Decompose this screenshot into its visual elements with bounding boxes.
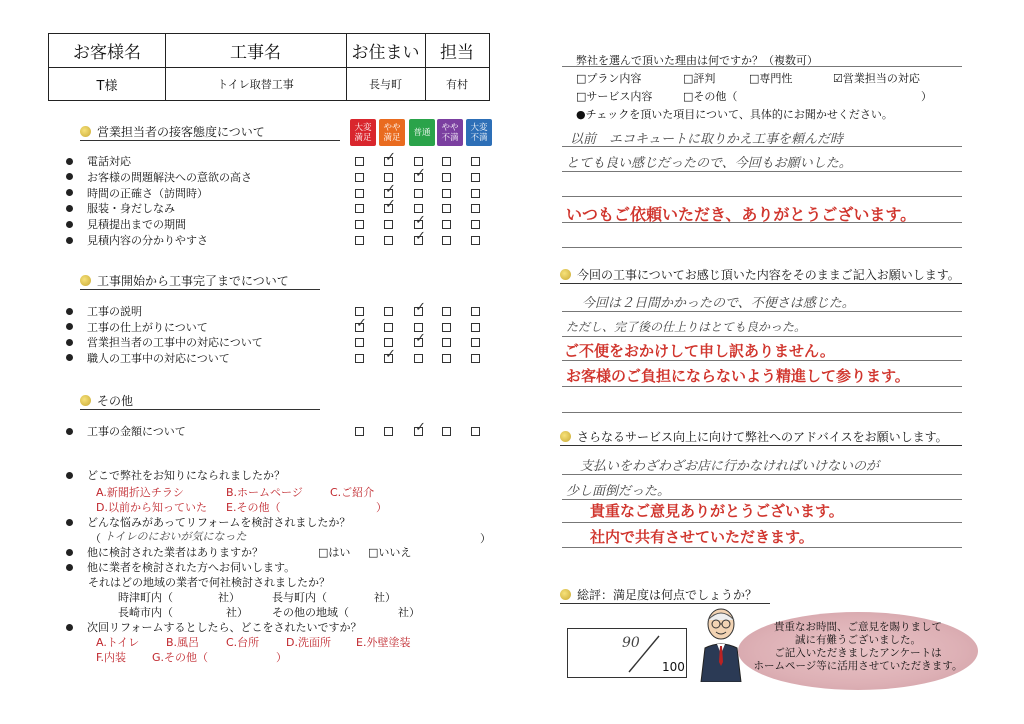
header-staff-label: 担当 <box>440 43 474 63</box>
question-other-contractors: 他に検討された業者はありますか？ <box>66 544 263 560</box>
option-other-close: ） <box>376 501 387 514</box>
attitude-checkbox[interactable] <box>355 157 364 166</box>
option-other[interactable]: G.その他（ <box>152 651 209 664</box>
other-checkbox[interactable] <box>384 427 393 436</box>
thanks-line-4: ホームページ等に活用させていただきます。 <box>753 660 963 672</box>
option-homepage[interactable]: B.ホームページ <box>226 486 303 499</box>
construction-checkbox[interactable] <box>355 307 364 316</box>
construction-checkbox[interactable] <box>442 307 451 316</box>
option-referral[interactable]: C.ご紹介 <box>330 486 375 499</box>
attitude-item-label: お客様の問題解決への意欲の高さ <box>87 170 252 184</box>
check-mark-icon: ✓ <box>415 331 426 346</box>
score-question: 総評：満足度は何点でしょうか？ <box>577 588 758 602</box>
other-item <box>66 424 186 438</box>
section-construction <box>80 272 320 290</box>
other-checkbox[interactable] <box>355 427 364 436</box>
attitude-checkbox[interactable] <box>471 189 480 198</box>
construction-item <box>66 335 263 349</box>
bulb-icon <box>80 395 91 406</box>
question-contractor-area-2: それはどの地域の業者で何社検討されましたか？ <box>88 576 330 589</box>
reason-expertise[interactable]: □専門性 <box>749 72 793 85</box>
construction-item <box>66 320 208 334</box>
construction-checkbox[interactable] <box>471 338 480 347</box>
impression-answer-2: ただし、完了後の仕上りはとても良かった。 <box>566 320 807 334</box>
attitude-checkbox[interactable] <box>442 189 451 198</box>
attitude-item <box>66 201 175 215</box>
section-title: 営業担当者の接客態度について <box>97 125 265 139</box>
attitude-checkbox[interactable] <box>442 173 451 182</box>
area-nagasaki-count: 社） <box>226 606 248 619</box>
option-bath[interactable]: B.風呂 <box>166 636 200 649</box>
impression-answer-1: 今回は２日間かかったので、不便さは感じた。 <box>582 296 855 311</box>
option-kitchen[interactable]: C.台所 <box>226 636 260 649</box>
reason-other[interactable]: □その他（ <box>683 90 738 103</box>
staff-name: 有村 <box>446 78 468 91</box>
rating-head-1: やや 満足 <box>379 119 405 146</box>
attitude-checkbox[interactable] <box>414 157 423 166</box>
area-name: 長与町 <box>369 78 402 91</box>
score-max: 100 <box>662 660 685 674</box>
attitude-checkbox[interactable] <box>384 220 393 229</box>
check-mark-icon: ✓ <box>385 181 396 197</box>
question-next-reform: 次回リフォームするとしたら、どこをされたいですか？ <box>66 619 361 635</box>
impression-question: 今回の工事についてお感じ頂いた内容をそのままご記入お願いします。 <box>577 268 960 282</box>
attitude-checkbox[interactable] <box>471 173 480 182</box>
option-no[interactable]: □いいえ <box>368 546 412 559</box>
other-checkbox[interactable] <box>471 427 480 436</box>
bulb-icon <box>560 431 571 442</box>
concern-open: （ <box>90 532 101 545</box>
area-nagasaki: 長崎市内（ <box>118 606 173 619</box>
construction-checkbox[interactable] <box>471 323 480 332</box>
area-other-count: 社） <box>398 606 420 619</box>
check-mark-icon: ✓ <box>415 213 426 229</box>
attitude-checkbox[interactable] <box>355 236 364 245</box>
reason-plan[interactable]: □プラン内容 <box>576 72 642 85</box>
header-customer-label: お客様名 <box>73 43 141 63</box>
construction-checkbox[interactable] <box>442 354 451 363</box>
reason-service[interactable]: □サービス内容 <box>576 90 653 103</box>
section-title: その他 <box>97 394 134 408</box>
bulb-icon <box>560 269 571 280</box>
attitude-item-label: 電話対応 <box>87 155 131 168</box>
section-title: 工事開始から工事完了までについて <box>97 274 289 288</box>
section-staff-attitude <box>80 123 340 141</box>
option-known-before[interactable]: D.以前から知っていた <box>96 501 207 514</box>
construction-checkbox[interactable] <box>414 354 423 363</box>
question-how-known: どこで弊社をお知りになられましたか？ <box>66 467 285 483</box>
construction-checkbox[interactable] <box>471 307 480 316</box>
check-mark-icon: ✓ <box>385 150 396 165</box>
construction-item-label: 職人の工事中の対応について <box>87 351 230 365</box>
attitude-checkbox[interactable] <box>471 204 480 213</box>
option-interior[interactable]: F.内装 <box>96 651 127 664</box>
advice-answer-1: 支払いをわざわざお店に行かなければいけないのが <box>580 459 880 474</box>
thanks-line-3: ご記入いただきましたアンケートは <box>774 647 942 659</box>
attitude-checkbox[interactable] <box>442 204 451 213</box>
advice-reply-1: 貴重なご意見ありがとうございます。 <box>590 502 844 520</box>
advice-answer-2: 少し面倒だった。 <box>566 484 671 499</box>
option-other[interactable]: E.その他（ <box>226 501 281 514</box>
header-work-label: 工事名 <box>230 43 281 63</box>
thanks-line-2: 誠に有難うございました。 <box>795 634 921 646</box>
score-value: 90 <box>622 635 640 651</box>
rating-head-4: 大変 不満 <box>466 119 492 146</box>
customer-name: T様 <box>96 78 118 94</box>
rating-head-0: 大変 満足 <box>350 119 376 146</box>
concern-close: ） <box>480 532 491 545</box>
attitude-checkbox[interactable] <box>355 220 364 229</box>
rating-head-2: 普通 <box>409 119 435 146</box>
attitude-item <box>66 217 186 231</box>
attitude-item <box>66 186 208 200</box>
impression-reply-2: お客様のご負担にならないよう精進して参ります。 <box>566 367 910 385</box>
area-other: その他の地域（ <box>272 606 349 619</box>
reason-answer-2: とても良い感じだったので、今回もお願いした。 <box>566 156 852 171</box>
construction-item <box>66 351 230 365</box>
check-mark-icon: ✓ <box>415 420 426 435</box>
attitude-checkbox[interactable] <box>355 204 364 213</box>
attitude-item-label: 時間の正確さ（訪問時） <box>87 186 208 200</box>
other-item-label: 工事の金額について <box>87 425 186 438</box>
attitude-checkbox[interactable] <box>471 220 480 229</box>
attitude-item <box>66 170 252 184</box>
check-mark-icon: ✓ <box>415 229 426 244</box>
attitude-checkbox[interactable] <box>355 173 364 182</box>
attitude-checkbox[interactable] <box>384 236 393 245</box>
attitude-checkbox[interactable] <box>442 220 451 229</box>
check-mark-icon: ✓ <box>415 165 426 181</box>
construction-item-label: 工事の仕上がりについて <box>87 320 208 334</box>
area-nagayo-count: 社） <box>374 591 396 604</box>
attitude-item <box>66 233 208 247</box>
rating-head-3: やや 不満 <box>437 119 463 146</box>
construction-checkbox[interactable] <box>442 323 451 332</box>
customer-info-table <box>48 33 490 101</box>
construction-item-label: 営業担当者の工事中の対応について <box>87 336 263 349</box>
bulb-icon <box>80 126 91 137</box>
section-other <box>80 392 320 410</box>
attitude-checkbox[interactable] <box>414 189 423 198</box>
attitude-checkbox[interactable] <box>442 236 451 245</box>
construction-checkbox[interactable] <box>384 338 393 347</box>
impression-header <box>560 266 962 284</box>
attitude-checkbox[interactable] <box>414 204 423 213</box>
advice-question: さらなるサービス向上に向けて弊社へのアドバイスをお願いします。 <box>577 430 948 444</box>
attitude-item <box>66 154 131 168</box>
option-yes[interactable]: □はい <box>318 546 351 559</box>
reason-answer-1: 以前 エコキュートに取りかえ工事を頼んだ時 <box>570 132 844 147</box>
construction-checkbox[interactable] <box>355 354 364 363</box>
attitude-checkbox[interactable] <box>471 157 480 166</box>
option-exterior[interactable]: E.外壁塗装 <box>356 636 411 649</box>
attitude-item-label: 服装・身だしなみ <box>87 202 175 216</box>
check-mark-icon: ✓ <box>415 300 426 315</box>
impression-reply-1: ご不便をおかけして申し訳ありません。 <box>564 342 835 360</box>
check-mark-icon: ✓ <box>385 346 396 362</box>
option-washroom[interactable]: D.洗面所 <box>286 636 331 649</box>
concern-answer: トイレのにおいが気になった <box>104 530 247 543</box>
advice-header <box>560 428 962 446</box>
header-area-label: お住まい <box>351 43 420 63</box>
option-toilet[interactable]: A.トイレ <box>96 636 140 649</box>
attitude-item-label: 見積内容の分かりやすさ <box>87 234 208 247</box>
attitude-item-label: 見積提出までの期間 <box>87 218 186 232</box>
attitude-checkbox[interactable] <box>442 157 451 166</box>
check-mark-icon: ✓ <box>356 315 367 331</box>
reason-reply: いつもご依頼いただき、ありがとうございます。 <box>566 205 917 224</box>
option-other-close: ） <box>276 651 287 664</box>
attitude-checkbox[interactable] <box>355 189 364 198</box>
bulb-icon <box>80 275 91 286</box>
work-name: トイレ取替工事 <box>217 78 294 91</box>
question-concern: どんな悩みがあってリフォームを検討されましたか？ <box>66 514 350 530</box>
area-togitsu: 時津町内（ <box>118 591 173 604</box>
construction-item <box>66 304 142 318</box>
bulb-icon <box>560 589 571 600</box>
reason-other-close: ） <box>921 90 932 103</box>
construction-checkbox[interactable] <box>471 354 480 363</box>
area-togitsu-count: 社） <box>218 591 240 604</box>
question-contractor-area: 他に業者を検討された方へお伺いします。 <box>66 559 295 575</box>
attitude-checkbox[interactable] <box>384 173 393 182</box>
check-mark-icon: ✓ <box>385 197 396 213</box>
attitude-checkbox[interactable] <box>471 236 480 245</box>
thanks-line-1: 貴重なお時間、ご意見を賜りまして <box>774 621 942 633</box>
construction-checkbox[interactable] <box>384 307 393 316</box>
advice-reply-2: 社内で共有させていただきます。 <box>590 528 814 546</box>
option-newspaper[interactable]: A.新聞折込チラシ <box>96 486 184 499</box>
reason-question: 弊社を選んで頂いた理由は何ですか？（複数可） <box>576 54 818 67</box>
construction-checkbox[interactable] <box>442 338 451 347</box>
construction-checkbox[interactable] <box>355 338 364 347</box>
construction-checkbox[interactable] <box>384 323 393 332</box>
other-checkbox[interactable] <box>442 427 451 436</box>
area-nagayo: 長与町内（ <box>272 591 327 604</box>
reason-staff[interactable]: ☑営業担当の対応 <box>833 72 920 85</box>
reason-note: ●チェックを頂いた項目について、具体的にお聞かせください。 <box>576 108 893 121</box>
construction-item-label: 工事の説明 <box>87 305 142 318</box>
reason-reputation[interactable]: □評判 <box>683 72 716 85</box>
